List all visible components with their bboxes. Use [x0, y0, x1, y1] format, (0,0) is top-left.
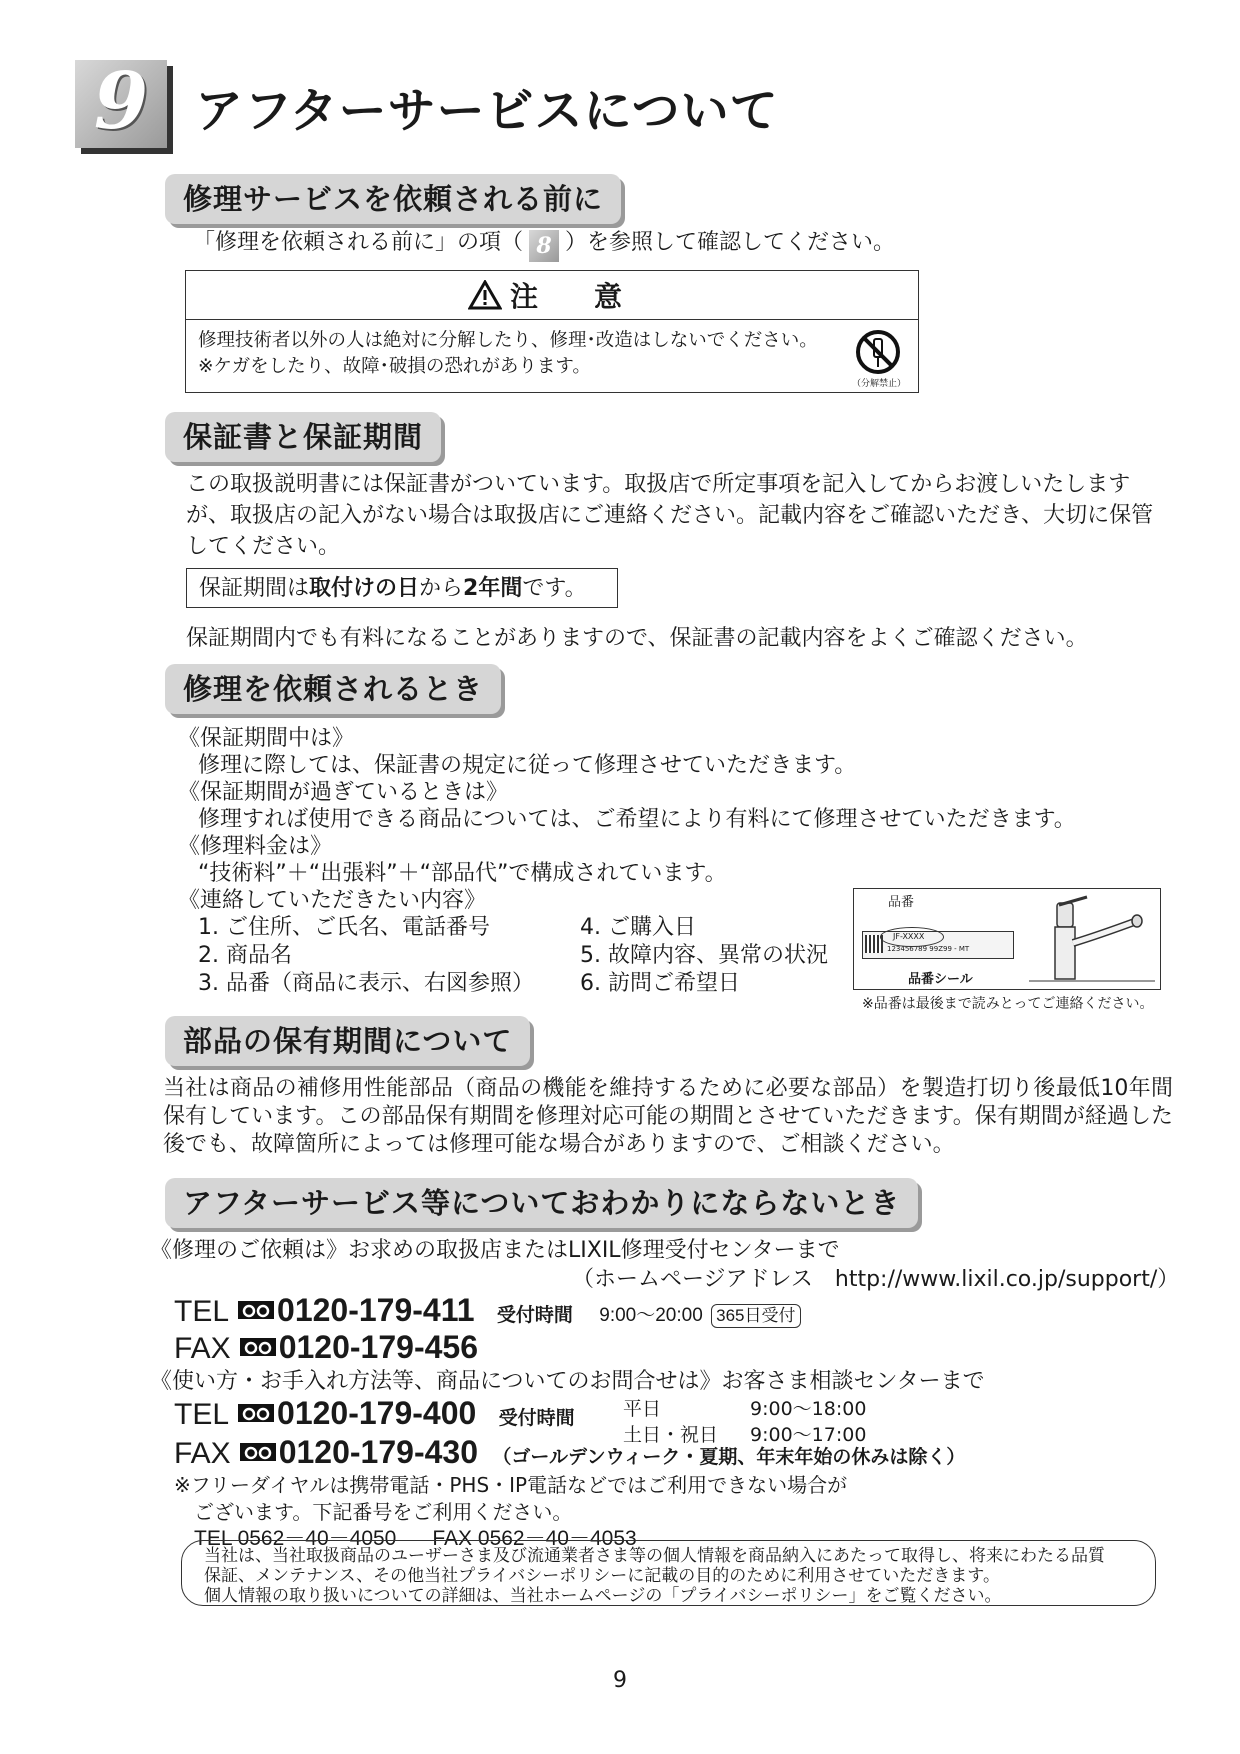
fax-label: FAX — [174, 1437, 231, 1470]
consult-fax-number[interactable]: 0120-179-430 — [278, 1434, 478, 1470]
chapter-title: アフターサービスについて — [195, 83, 779, 139]
section-heading-before-repair: 修理サービスを依頼される前に — [165, 174, 621, 224]
no-disassembly-icon — [855, 329, 901, 375]
page-number: 9 — [613, 1668, 627, 1693]
tel-label: TEL — [174, 1398, 230, 1431]
prohibit-label: （分解禁止） — [852, 379, 907, 389]
section-ref-badge[interactable]: 8 — [529, 230, 559, 262]
repair-body-after-warranty: 修理すれば使用できる商品については、ご希望により有料にて修理させていただきます。 — [198, 807, 1076, 832]
tel-label: TEL — [174, 1295, 230, 1328]
alt-tel-number[interactable]: TEL 0562－40－4050 — [194, 1527, 397, 1550]
intro-text-before: 「修理を依頼される前に」の項（ — [193, 230, 524, 255]
product-label-figure — [853, 888, 1161, 990]
free-dial-icon — [239, 1337, 277, 1357]
free-dial-note-1: ※フリーダイヤルは携帯電話・PHS・IP電話などではご利用できない場合が — [174, 1473, 848, 1497]
caution-line-1: 修理技術者以外の人は絶対に分解したり、修理･改造はしないでください。 — [198, 330, 818, 351]
disassembly-prohibited-mark — [852, 329, 907, 389]
support-homepage[interactable]: （ホームページアドレス http://www.lixil.co.jp/support/） — [572, 1267, 1180, 1292]
warranty-paragraph: この取扱説明書には保証書がついています。取扱店で所定事項を記入してからお渡しいたしますが、取扱店の記入がない場合は取扱店にご連絡ください。記載内容をご確認いただき、大切に保管してください。 — [186, 472, 1154, 559]
contact-item: 3. 品番（商品に表示、右図参照） — [198, 971, 534, 996]
weekend-label: 土日・祝日 — [623, 1424, 719, 1446]
warranty-period-box — [186, 568, 618, 608]
figure-label-model: 品番 — [888, 895, 915, 910]
repair-body-in-warranty: 修理に際しては、保証書の規定に従って修理させていただきます。 — [198, 753, 857, 778]
caution-line-2: ※ケガをしたり、故障･破損の恐れがあります。 — [198, 356, 591, 377]
caution-header — [186, 271, 918, 320]
privacy-line-2: 保証、メンテナンス、その他当社プライバシーポリシーに記載の目的のために利用させていただきます。 — [204, 1566, 1000, 1586]
privacy-line-1: 当社は、当社取扱商品のユーザーさま及び流通業者さま等の個人情報を商品納入にあたって取得し、将来にわたる品質 — [204, 1546, 1105, 1566]
free-dial-icon — [237, 1300, 275, 1320]
consult-tel-line — [174, 1395, 575, 1437]
consult-tel-number[interactable]: 0120-179-400 — [277, 1395, 477, 1431]
fax-label: FAX — [174, 1332, 231, 1365]
weekend-hours: 9:00～17:00 — [750, 1424, 867, 1446]
warranty-text-1: 保証期間は — [199, 576, 310, 601]
repair-tel-number[interactable]: 0120-179-411 — [277, 1292, 475, 1328]
caution-box — [185, 270, 919, 393]
contact-item: 5. 故障内容、異常の状況 — [580, 943, 828, 968]
weekday-label: 平日 — [623, 1398, 662, 1420]
repair-hours-label: 受付時間 — [496, 1305, 573, 1326]
faucet-illustration-icon — [1029, 895, 1157, 985]
alt-fax-number[interactable]: FAX 0562－40－4053 — [432, 1527, 637, 1550]
repair-request-heading: 《修理のご依頼は》お求めの取扱店またはLIXIL修理受付センターまで — [150, 1238, 840, 1263]
warranty-start: 取付けの日 — [309, 576, 420, 601]
contact-item: 1. ご住所、ご氏名、電話番号 — [198, 915, 490, 940]
repair-heading-fee: 《修理料金は》 — [178, 834, 333, 859]
weekday-hours: 9:00～18:00 — [750, 1398, 867, 1420]
figure-label-sticker: 品番シール — [908, 972, 973, 987]
repair-fax-number[interactable]: 0120-179-456 — [278, 1329, 478, 1365]
chapter-number: 9 — [93, 56, 149, 147]
free-dial-note-2: ございます。下記番号をご利用ください。 — [194, 1500, 573, 1524]
caution-body — [186, 320, 918, 388]
warning-triangle-icon — [468, 280, 502, 310]
section-heading-request-repair: 修理を依頼されるとき — [165, 664, 501, 714]
free-dial-icon — [237, 1403, 275, 1423]
figure-caption: ※品番は最後まで読みとってご連絡ください。 — [862, 996, 1154, 1012]
consult-heading: 《使い方・お手入れ方法等、商品についてのお問合せは》お客さま相談センターまで — [150, 1369, 985, 1394]
repair-heading-after-warranty: 《保証期間が過ぎているときは》 — [178, 780, 509, 805]
consult-hours-label: 受付時間 — [498, 1408, 575, 1429]
consult-fax-line — [174, 1434, 965, 1476]
warranty-text-3: です。 — [522, 576, 587, 601]
caution-title: 注 意 — [509, 280, 636, 313]
model-highlight-ellipse — [880, 927, 944, 947]
contact-item: 4. ご購入日 — [580, 915, 696, 940]
free-dial-icon — [239, 1442, 277, 1462]
repair-heading-contact: 《連絡していただきたい内容》 — [178, 888, 487, 913]
section-heading-warranty: 保証書と保証期間 — [165, 412, 441, 462]
parts-retention-paragraph: 当社は商品の補修用性能部品（商品の機能を維持するために必要な部品）を製造打切り後最低10年間保有しています。この部品保有期間を修理対応可能の期間とさせていただきます。保有期間が経過した後でも、故障箇所によっては修理可能な場合がありますので、ご相談ください。 — [163, 1076, 1173, 1157]
warranty-text-2: から — [419, 576, 464, 601]
warranty-note: 保証期間内でも有料になることがありますので、保証書の記載内容をよくご確認ください。 — [186, 626, 1088, 651]
repair-heading-in-warranty: 《保証期間中は》 — [178, 726, 355, 751]
repair-fax-line — [174, 1329, 478, 1367]
open-365-badge: 365日受付 — [711, 1304, 800, 1328]
privacy-line-3: 個人情報の取り扱いについての詳細は、当社ホームページの「プライバシーポリシー」をご覧ください。 — [204, 1586, 1002, 1606]
sticker-code: JF-XXXX — [893, 932, 925, 941]
section-heading-parts-retention: 部品の保有期間について — [165, 1016, 530, 1066]
warranty-duration: 2年間 — [463, 576, 523, 601]
contact-item: 6. 訪問ご希望日 — [580, 971, 740, 996]
repair-hours: 9:00～20:00 — [599, 1305, 703, 1326]
section-heading-after-service-contact: アフターサービス等についておわかりにならないとき — [165, 1178, 918, 1228]
privacy-notice-box — [181, 1540, 1156, 1606]
contact-item: 2. 商品名 — [198, 943, 292, 968]
repair-tel-line — [174, 1292, 801, 1334]
before-repair-intro — [193, 228, 895, 262]
holiday-note: （ゴールデンウィーク・夏期、年末年始の休みは除く） — [492, 1447, 966, 1468]
sticker-barcode-text: 123456789 99Z99 - MT — [887, 945, 970, 953]
repair-body-fee: “技術料”＋“出張料”＋“部品代”で構成されています。 — [198, 861, 727, 886]
intro-text-after: ）を参照して確認してください。 — [565, 230, 896, 255]
weekday-hours-row — [623, 1396, 866, 1422]
